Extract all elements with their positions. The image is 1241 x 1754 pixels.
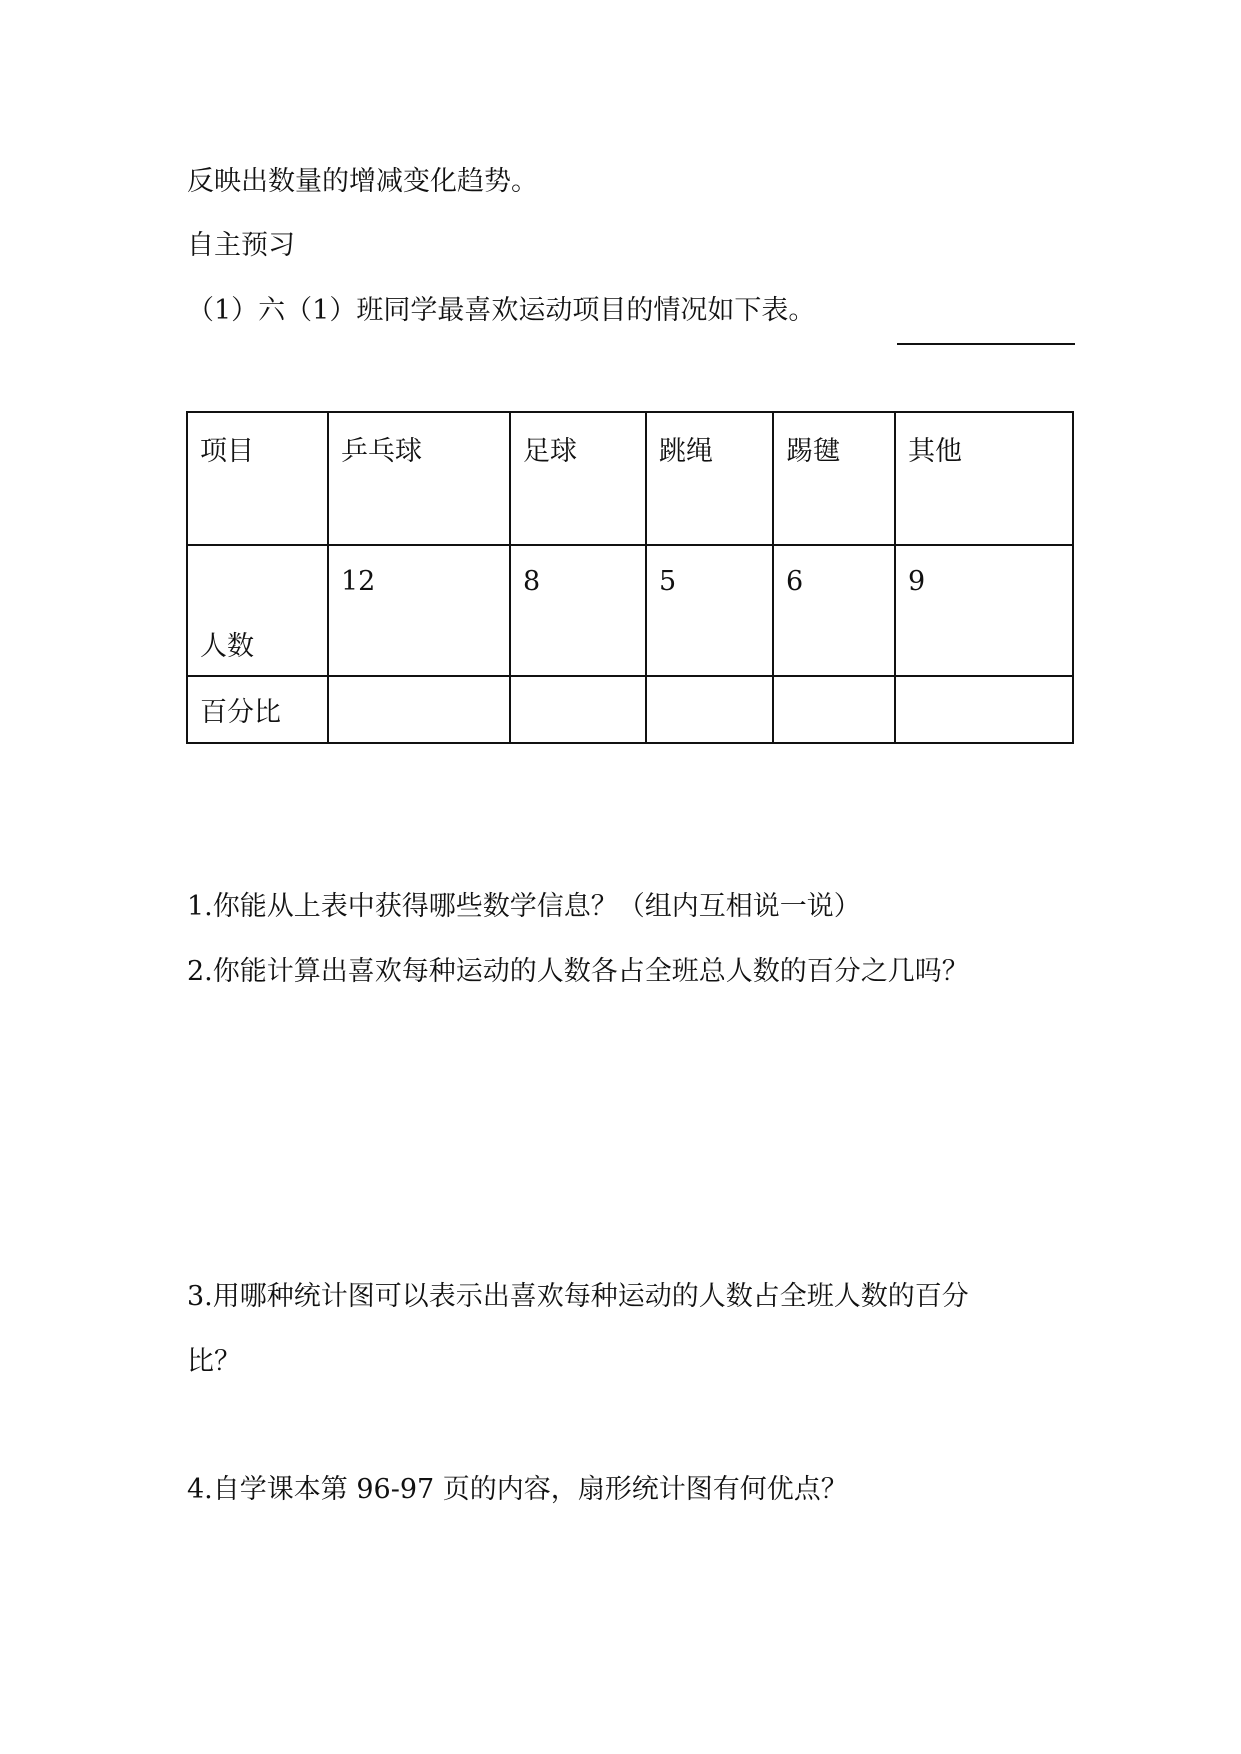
sports-table — [186, 411, 1074, 744]
item-cell: 跳绳 — [646, 412, 773, 545]
row-label-counts: 人数 — [187, 545, 328, 676]
table-row-counts — [187, 545, 1073, 676]
count-cell: 9 — [895, 545, 1073, 676]
question-2: 2.你能计算出喜欢每种运动的人数各占全班总人数的百分之几吗？ — [187, 956, 969, 987]
answer-blank-line — [897, 343, 1075, 345]
row-label-percents: 百分比 — [187, 676, 328, 743]
section-title: 自主预习 — [187, 230, 295, 261]
table-row-percents — [187, 676, 1073, 743]
item-cell: 足球 — [510, 412, 646, 545]
count-cell: 5 — [646, 545, 773, 676]
item-cell: 踢毽 — [773, 412, 895, 545]
table-row-items — [187, 412, 1073, 545]
row-label-items: 项目 — [187, 412, 328, 545]
percent-cell — [895, 676, 1073, 743]
count-cell: 6 — [773, 545, 895, 676]
question-3-line-2: 比？ — [187, 1346, 241, 1377]
question-3-line-1: 3.用哪种统计图可以表示出喜欢每种运动的人数占全班人数的百分 — [187, 1281, 969, 1312]
question-1: 1.你能从上表中获得哪些数学信息？（组内互相说一说） — [187, 891, 861, 922]
item-cell: 乒乓球 — [328, 412, 510, 545]
count-cell: 8 — [510, 545, 646, 676]
text-line-trend: 反映出数量的增减变化趋势。 — [187, 166, 538, 197]
item-cell: 其他 — [895, 412, 1073, 545]
percent-cell — [328, 676, 510, 743]
percent-cell — [773, 676, 895, 743]
percent-cell — [646, 676, 773, 743]
count-cell: 12 — [328, 545, 510, 676]
intro-text: （1）六（1）班同学最喜欢运动项目的情况如下表。 — [187, 295, 816, 326]
percent-cell — [510, 676, 646, 743]
question-4: 4.自学课本第 96-97 页的内容，扇形统计图有何优点？ — [187, 1474, 848, 1505]
